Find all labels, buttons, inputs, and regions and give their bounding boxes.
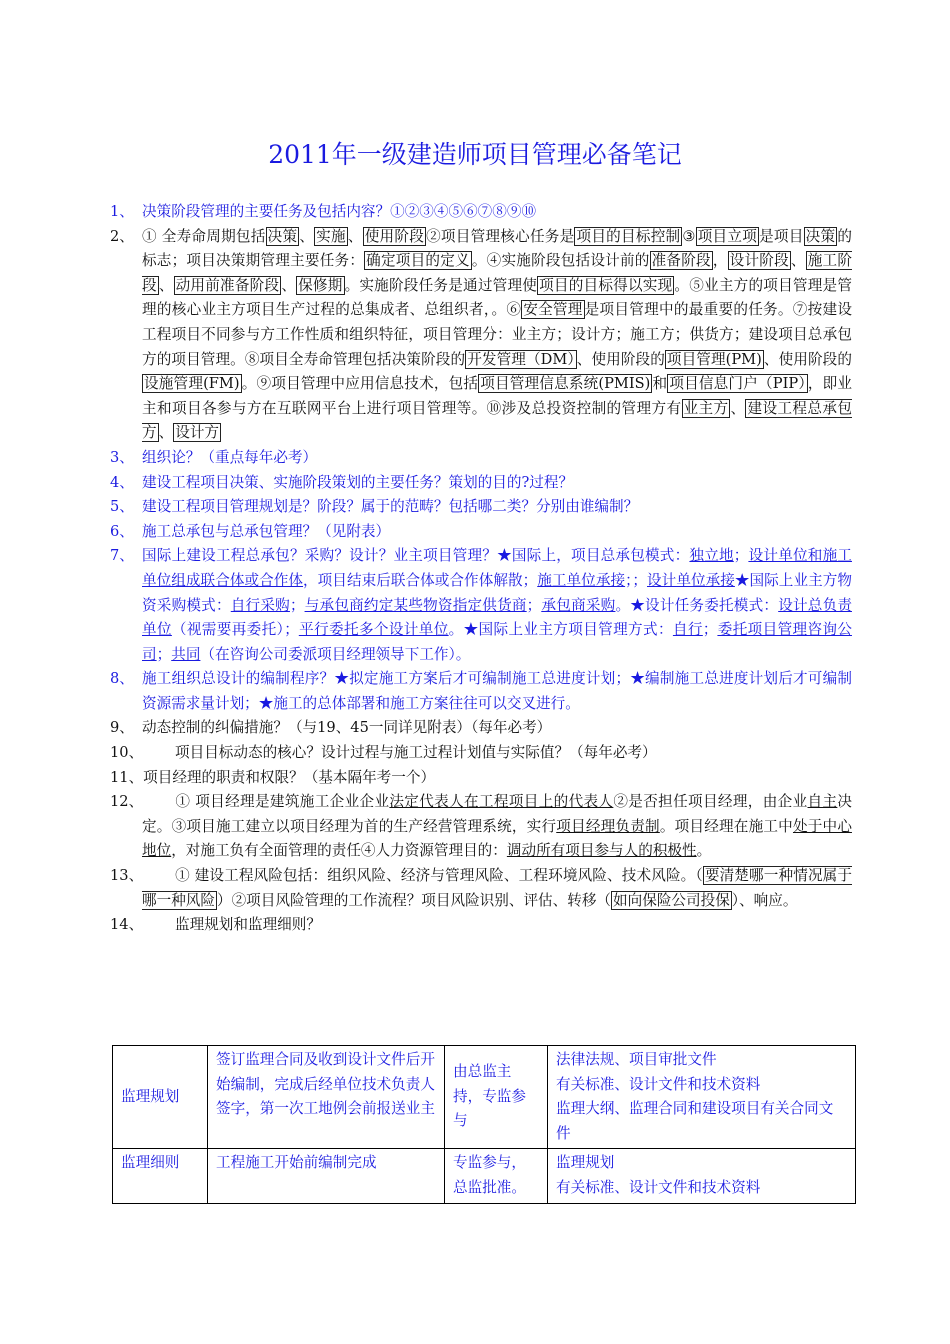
text-run: 。项目经理在施工中 [659, 817, 793, 835]
text-run: ① 项目经理是建筑施工企业企业 [175, 793, 390, 811]
text-run: 。★设计任务委托模式： [615, 596, 779, 614]
text-run: 。⑨项目管理中应用信息技术，包括 [241, 375, 479, 393]
page-title: 2011年一级建造师项目管理必备笔记 [268, 140, 682, 169]
text-run: ； [702, 621, 718, 639]
boxed-term: 设计阶段 [729, 252, 789, 270]
underlined-term: 独立地 [689, 547, 734, 565]
text-run: ； [526, 596, 542, 614]
table-row [113, 1149, 856, 1203]
table-cell: 监理规划 [113, 1046, 208, 1149]
item-number: 8、 [110, 670, 134, 688]
underlined-term: 设计单位和施工单位组成联合体或合作体 [142, 547, 852, 589]
boxed-term: 使用阶段 [364, 227, 425, 245]
basis-line: 有关标准、设计文件和技术资料 [556, 1178, 761, 1196]
item-text [142, 864, 852, 913]
text-run: 是项目管理中的最重要的任务。⑦按建设工程项目不同参与方工作性质和组织特征，项目管理分：业主方；设计方；施工方；供货方；建设项目总承包方的项目管理。⑧项目全寿命管理包括决策阶段的 [142, 301, 852, 368]
underlined-term: 调动所有项目参与人的积极性 [506, 842, 697, 860]
item-number: 9、 [110, 719, 134, 737]
boxed-term: 动用前准备阶段 [175, 276, 280, 294]
text-run: ★国际上业主方物资采购模式： [142, 571, 852, 614]
item-number: 14、 [110, 916, 144, 934]
boxed-term: 要清楚哪一种情况属于哪一种风险 [142, 867, 852, 909]
list-item [110, 544, 852, 667]
boxed-term: 决策 [267, 227, 298, 245]
table-cell: 由总监主持，专监参与 [445, 1046, 548, 1149]
text-run: ① 建设工程风险包括：组织风险、经济与管理风险、工程环境风险、技术风险。（ [175, 867, 703, 885]
underlined-term: 自行采购 [230, 596, 290, 614]
list-item [110, 790, 852, 864]
boxed-term: 建设工程总承包方 [142, 399, 852, 442]
item-text: 11、项目经理的职责和权限？（基本隔年考一个） [110, 768, 436, 786]
list-item [110, 716, 852, 741]
list-item [110, 471, 852, 496]
boxed-term: 开发管理（DM） [467, 350, 575, 368]
boxed-term: 项目管理(PM) [666, 350, 762, 368]
text-run: ）、响应。 [731, 891, 798, 909]
basis-line: 法律法规、项目审批文件 [556, 1051, 717, 1068]
text-run: 的标志；项目决策期管理主要任务： [142, 227, 852, 270]
boxed-term: 业主方 [683, 399, 729, 417]
text-run: 、 [158, 276, 174, 294]
boxed-term: 项目信息门户（PIP） [669, 375, 806, 393]
text-run: ②项目管理核心任务是 [426, 227, 575, 245]
boxed-term: 如向保险公司投保 [613, 891, 730, 909]
boxed-term: 设施管理(FM) [144, 375, 240, 393]
boxed-term: 确定项目的定义 [366, 252, 470, 270]
item-number: 7、 [110, 547, 134, 565]
text-run: ，项目结束后联合体或合作体解散； [303, 571, 538, 589]
text-run: 、 [347, 227, 363, 245]
supervision-table [112, 1045, 856, 1204]
item-text: 组织论？（重点每年必考） [142, 448, 318, 466]
boxed-term: 项目立项 [697, 227, 758, 245]
basis-line: 监理规划 [556, 1154, 615, 1172]
text-run: 国际上建设工程总承包？采购？设计？业主项目管理？★国际上，项目总承包模式： [142, 547, 690, 565]
text-run: 、 [299, 227, 315, 245]
table-cell [548, 1149, 856, 1203]
text-run: ，对施工负有全面管理的责任④人力资源管理目的： [171, 842, 507, 860]
item-text [142, 790, 852, 864]
basis-line: 监理大纲、监理合同和建设项目有关合同文件 [556, 1100, 834, 1142]
item-number: 5、 [110, 498, 134, 516]
underlined-term: 自行 [672, 621, 703, 639]
text-run: 、使用阶段的 [763, 350, 852, 368]
boxed-term: 决策 [805, 227, 836, 245]
list-item [110, 225, 852, 446]
text-run: 、 [158, 424, 174, 442]
list-item [110, 200, 852, 225]
item-text: 建设工程项目管理规划是？阶段？属于的范畴？包括哪二类？分别由谁编制？ [142, 498, 639, 516]
text-run: ，即业主和项目各参与方在互联网平台上进行项目管理等。⑩涉及总投资控制的管理方有 [142, 375, 852, 417]
text-run: 。实施阶段任务是通过管理使 [344, 276, 538, 294]
table-cell: 工程施工开始前编制完成 [208, 1149, 445, 1203]
text-run: ； [289, 596, 305, 614]
underlined-term: 项目经理负责制 [556, 817, 660, 835]
item-number: 4、 [110, 473, 134, 491]
text-run: ； [733, 547, 749, 565]
boxed-term: 项目的目标控制 [576, 227, 681, 245]
text-run: 、 [730, 399, 746, 417]
underlined-term: 与承包商约定某些物资指定供货商 [304, 596, 527, 614]
list-item [110, 667, 852, 716]
text-run: 。 [696, 842, 712, 860]
table-row [113, 1046, 856, 1149]
text-run: ；； [625, 571, 647, 589]
item-text [142, 544, 852, 667]
underlined-term: 设计总负责单位 [142, 596, 852, 639]
boxed-term: 项目管理信息系统(PMIS) [480, 375, 651, 393]
text-run: 和 [652, 375, 668, 393]
boxed-term: 准备阶段 [651, 252, 711, 270]
boxed-term: 实施 [316, 227, 346, 245]
item-number: 2、 [110, 227, 134, 245]
item-text [142, 225, 852, 446]
text-run: 是项目 [759, 227, 804, 245]
text-run: 、 [790, 252, 806, 270]
note-list [110, 200, 852, 938]
table-cell [548, 1046, 856, 1149]
underlined-term: 施工单位承接 [537, 571, 626, 589]
boxed-term: 施工阶段 [142, 252, 852, 294]
item-number: 10、 [110, 744, 144, 762]
item-number: 6、 [110, 522, 134, 540]
list-item [110, 913, 852, 938]
item-text: 监理规划和监理细则？ [175, 916, 321, 934]
text-run: 。★国际上业主方项目管理方式： [448, 621, 673, 639]
text-run: ① 全寿命周期包括 [142, 227, 266, 245]
underlined-term: 平行委托多个设计单位 [298, 621, 449, 639]
list-item [110, 741, 852, 766]
text-run: ， [712, 252, 728, 270]
list-item [110, 766, 852, 791]
item-number: 1、 [110, 203, 134, 220]
text-run: ）②项目风险管理的工作流程？项目风险识别、评估、转移（ [216, 891, 612, 909]
underlined-term: 共同 [171, 645, 201, 663]
basis-line: 有关标准、设计文件和技术资料 [556, 1075, 761, 1093]
underlined-term: 自主 [807, 793, 838, 811]
text-run: （视需要再委托）； [171, 621, 299, 639]
text-run: 决定。③项目施工建立以项目经理为首的生产经营管理系统，实行 [142, 793, 852, 835]
text-run: ； [156, 645, 172, 663]
underlined-term: 法定代表人在工程项目上的代表人 [389, 793, 614, 811]
item-text: 施工组织总设计的编制程序？★拟定施工方案后才可编制施工总进度计划；★编制施工总进度计划后才可编制资源需求量计划；★施工的总体部署和施工方案往往可以交叉进行。 [142, 670, 852, 712]
list-item [110, 864, 852, 913]
item-number: 12、 [110, 793, 144, 811]
list-item [110, 446, 852, 471]
text-run: 。④实施阶段包括设计前的 [471, 252, 650, 270]
underlined-term: 设计单位承接 [647, 571, 735, 589]
text-run: （在咨询公司委派项目经理领导下工作）。 [200, 645, 471, 663]
table-cell: 签订监理合同及收到设计文件后开始编制，完成后经单位技术负责人签字，第一次工地例会前报送业主 [208, 1046, 445, 1149]
list-item [110, 495, 852, 520]
list-item [110, 520, 852, 545]
boxed-term: 保修期 [298, 276, 343, 294]
text-run: ②是否担任项目经理，由企业 [613, 793, 808, 811]
item-text: 决策阶段管理的主要任务及包括内容？①②③④⑤⑥⑦⑧⑨⑩ [142, 203, 537, 220]
underlined-term: 承包商采购 [541, 596, 616, 614]
text-run: ③ [682, 227, 696, 245]
text-run: 、使用阶段的 [576, 350, 665, 368]
item-text: 建设工程项目决策、实施阶段策划的主要任务？策划的目的?过程？ [142, 473, 574, 491]
item-number: 3、 [110, 448, 134, 466]
text-run: 、 [281, 276, 297, 294]
item-number: 13、 [110, 867, 144, 885]
table-cell: 监理细则 [113, 1149, 208, 1203]
table-cell: 专监参与，总监批准。 [445, 1149, 548, 1203]
item-text: 项目目标动态的核心？设计过程与施工过程计划值与实际值？（每年必考） [175, 744, 657, 762]
item-text: 动态控制的纠偏措施？（与19、45一同详见附表）（每年必考） [142, 719, 552, 737]
underlined-term: 委托项目管理咨询公司 [142, 621, 852, 663]
text-run: 。⑤业主方的项目管理是管理的核心业主方项目生产过程的总集成者、总组织者，。⑥ [142, 276, 852, 319]
boxed-term: 项目的目标得以实现 [539, 276, 673, 294]
underlined-term: 处于中心地位 [142, 817, 852, 860]
boxed-term: 设计方 [175, 424, 220, 442]
item-text: 施工总承包与总承包管理？（见附表） [142, 522, 391, 540]
boxed-term: 安全管理 [523, 301, 583, 319]
